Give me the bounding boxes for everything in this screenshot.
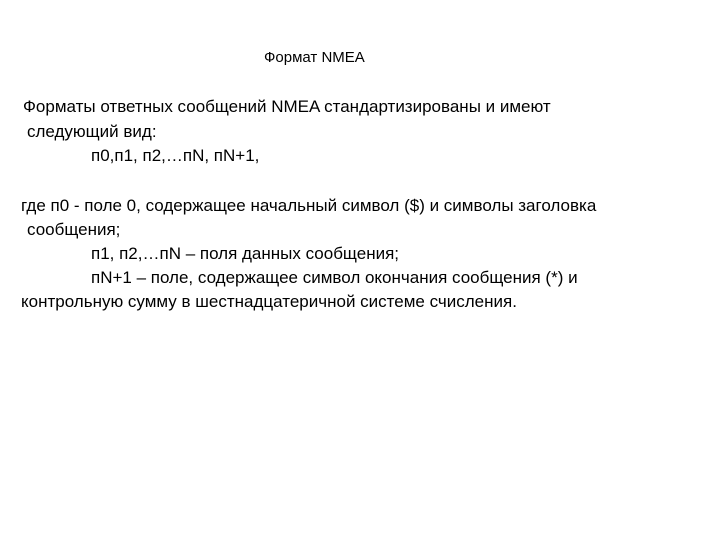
body-line-checksum: контрольную сумму в шестнадцатеричной системе счисления. <box>21 292 517 311</box>
body-line-field-zero: где п0 - поле 0, содержащее начальный символ ($) и символы заголовка <box>21 196 597 215</box>
body-line-message-header: сообщения; <box>27 220 121 239</box>
body-line-following-form: следующий вид: <box>27 122 157 141</box>
slide-title: Формат NMEA <box>264 49 365 66</box>
body-line-end-field: пN+1 – поле, содержащее символ окончания сообщения (*) и <box>91 268 578 287</box>
body-line-field-sequence: п0,п1, п2,…пN, пN+1, <box>91 146 260 165</box>
body-line-data-fields: п1, п2,…пN – поля данных сообщения; <box>91 244 400 263</box>
body-line-formats-intro: Форматы ответных сообщений NMEA стандартизированы и имеют <box>23 97 551 116</box>
